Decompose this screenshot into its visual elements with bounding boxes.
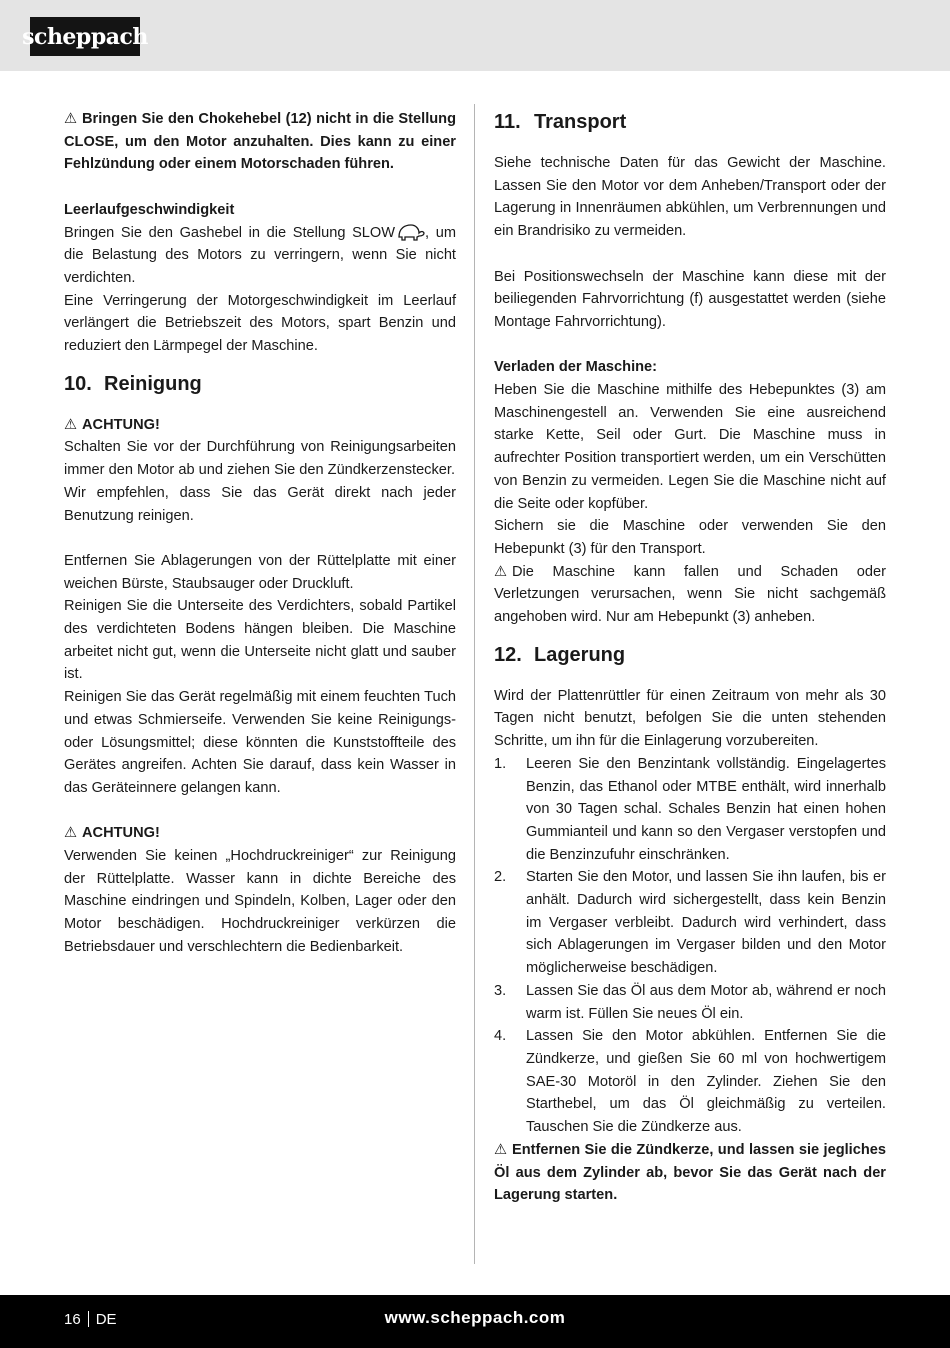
cleaning-paragraph-6: Verwenden Sie keinen „Hochdruckreiniger“ zur Reinigung der Rüttelplatte. Wasser kann in dichte Bereiche des Maschine eindringen und Spindeln, Kolben, Lager oder den Motor beschädigen. Hochdruckreiniger verkürzen die Betriebsdauer und verschlechtern die Bedienbarkeit. [64, 848, 456, 955]
warning-triangle-icon: ⚠ [494, 1141, 508, 1158]
section-10-heading: 10. Reinigung [64, 372, 202, 395]
left-column [64, 108, 456, 959]
brand-logo: scheppach [30, 17, 140, 56]
warning-triangle-icon: ⚠ [64, 416, 78, 433]
list-item: 3. Lassen Sie das Öl aus dem Motor ab, während er noch warm ist. Füllen Sie neues Öl ein. [494, 982, 886, 1022]
choke-warning: ⚠ Bringen Sie den Chokehebel (12) nicht in die Stellung CLOSE, um den Motor anzuhalten. Dies kann zu einer Fehlzündung oder einem Motorschaden führen. [64, 108, 456, 176]
attention-label-1: ⚠ ACHTUNG! [64, 414, 456, 437]
warning-triangle-icon: ⚠ [64, 111, 78, 127]
idle-paragraph-1: Bringen Sie den Gashebel in die Stellung SLOW , um die Belastung des Motors zu verringern, wenn Sie nicht verdichten. [64, 222, 456, 290]
cleaning-paragraph-3: Entfernen Sie Ablagerungen von der Rüttelplatte mit einer weichen Bürste, Staubsauger oder Druckluft. [64, 552, 456, 592]
page-number: 16 DE [64, 1311, 117, 1328]
header-bar [0, 0, 950, 71]
cleaning-paragraph-4: Reinigen Sie die Unterseite des Verdichters, sobald Partikel des verdichteten Bodens hängen bleiben. Die Maschine arbeitet nicht gut, wenn die Unterseite nicht glatt und sauber ist. [64, 598, 456, 683]
storage-intro: Wird der Plattenrüttler für einen Zeitraum von mehr als 30 Tagen nicht benutzt, befolgen Sie die unten stehenden Schritte, um ihn für die Einlagerung vorzubereiten. [494, 687, 886, 750]
loading-paragraph-2: Sichern sie die Maschine oder verwenden Sie den Hebepunkt (3) für den Transport. [494, 518, 886, 557]
column-divider [474, 104, 475, 1264]
footer-bar [0, 1295, 950, 1348]
cleaning-paragraph-5: Reinigen Sie das Gerät regelmäßig mit einem feuchten Tuch und etwas Schmierseife. Verwenden Sie keine Reinigungs- oder Lösungsmittel; diese könnten die Kunststoffteile des Gerätes angreifen. Achten Sie darauf, dass kein Wasser in das Geräteinnere gelangen kann. [64, 689, 456, 796]
list-item: 2. Starten Sie den Motor, und lassen Sie ihn laufen, bis er anhält. Dadurch wird sichergestellt, dass kein Benzin im Vergaser verbleibt. Dadurch wird verhindert, dass sich Ablagerungen im Vergaser bilden und den Motor möglicherweise beschädigen. [494, 869, 886, 977]
attention-label-2: ⚠ ACHTUNG! [64, 822, 456, 845]
right-column [494, 108, 886, 1207]
warning-triangle-icon: ⚠ [494, 563, 508, 580]
idle-paragraph-2: Eine Verringerung der Motorgeschwindigkeit im Leerlauf verlängert die Betriebszeit des Motors, spart Benzin und reduziert den Lärmpegel der Maschine. [64, 292, 456, 355]
loading-heading: Verladen der Maschine: [494, 359, 658, 376]
website-url: www.scheppach.com [384, 1308, 566, 1327]
final-storage-warning: ⚠ Entfernen Sie die Zündkerze, und lassen sie jegliches Öl aus dem Zylinder ab, bevor Sie das Gerät nach der Lagerung starten. [494, 1139, 886, 1207]
turtle-slow-icon [395, 222, 425, 242]
idle-heading: Leerlaufgeschwindigkeit [64, 201, 235, 218]
section-12-heading: 12. Lagerung [494, 643, 626, 666]
list-item: 4. Lassen Sie den Motor abkühlen. Entfernen Sie die Zündkerze, und gießen Sie 60 ml von hochwertigem SAE-30 Motoröl in den Zylinder. Ziehen Sie den Starthebel, um das Öl gleichmäßig zu verteilen. Tauschen Sie die Zündkerze aus. [494, 1028, 886, 1136]
cleaning-paragraph-1: Schalten Sie vor der Durchführung von Reinigungsarbeiten immer den Motor ab und ziehen Sie den Zündkerzenstecker. [64, 439, 456, 479]
language-code: DE [95, 1311, 117, 1328]
warning-triangle-icon: ⚠ [64, 825, 78, 842]
storage-steps-list [494, 753, 886, 1139]
transport-paragraph-2: Bei Positionswechseln der Maschine kann diese mit der beiliegenden Fahrvorrichtung (f) ausgestattet werden (siehe Montage Fahrvorrichtung). [494, 268, 886, 330]
loading-warning: ⚠ Die Maschine kann fallen und Schaden oder Verletzungen verursachen, wenn Sie nicht sachgemäß angehoben wird. Nur am Hebepunkt (3) anheben. [494, 561, 886, 629]
section-11-heading: 11. Transport [494, 111, 627, 133]
cleaning-paragraph-2: Wir empfehlen, dass Sie das Gerät direkt nach jeder Benutzung reinigen. [64, 484, 456, 524]
transport-paragraph-1: Siehe technische Daten für das Gewicht der Maschine. Lassen Sie den Motor vor dem Anheben/Transport oder der Lagerung in Innenräumen abkühlen, um Verbrennungen und ein Brandrisiko zu vermeiden. [494, 155, 886, 240]
loading-paragraph-1: Heben Sie die Maschine mithilfe des Hebepunktes (3) am Maschinengestell an. Verwenden Sie eine ausreichend starke Kette, Seil oder Gurt. Die Maschine muss in aufrechter Position transportiert werden, um ein Verschütten von Benzin zu vermeiden. Legen Sie die Maschine nicht auf die Seite oder kopfüber. [494, 382, 886, 512]
list-item: 1. Leeren Sie den Benzintank vollständig. Eingelagertes Benzin, das Ethanol oder MTBE enthält, wird innerhalb von 30 Tagen schal. Schales Benzin hat einen hohen Gummianteil und kann so den Vergaser verstopfen und die Benzinzufuhr einschränken. [494, 755, 886, 863]
